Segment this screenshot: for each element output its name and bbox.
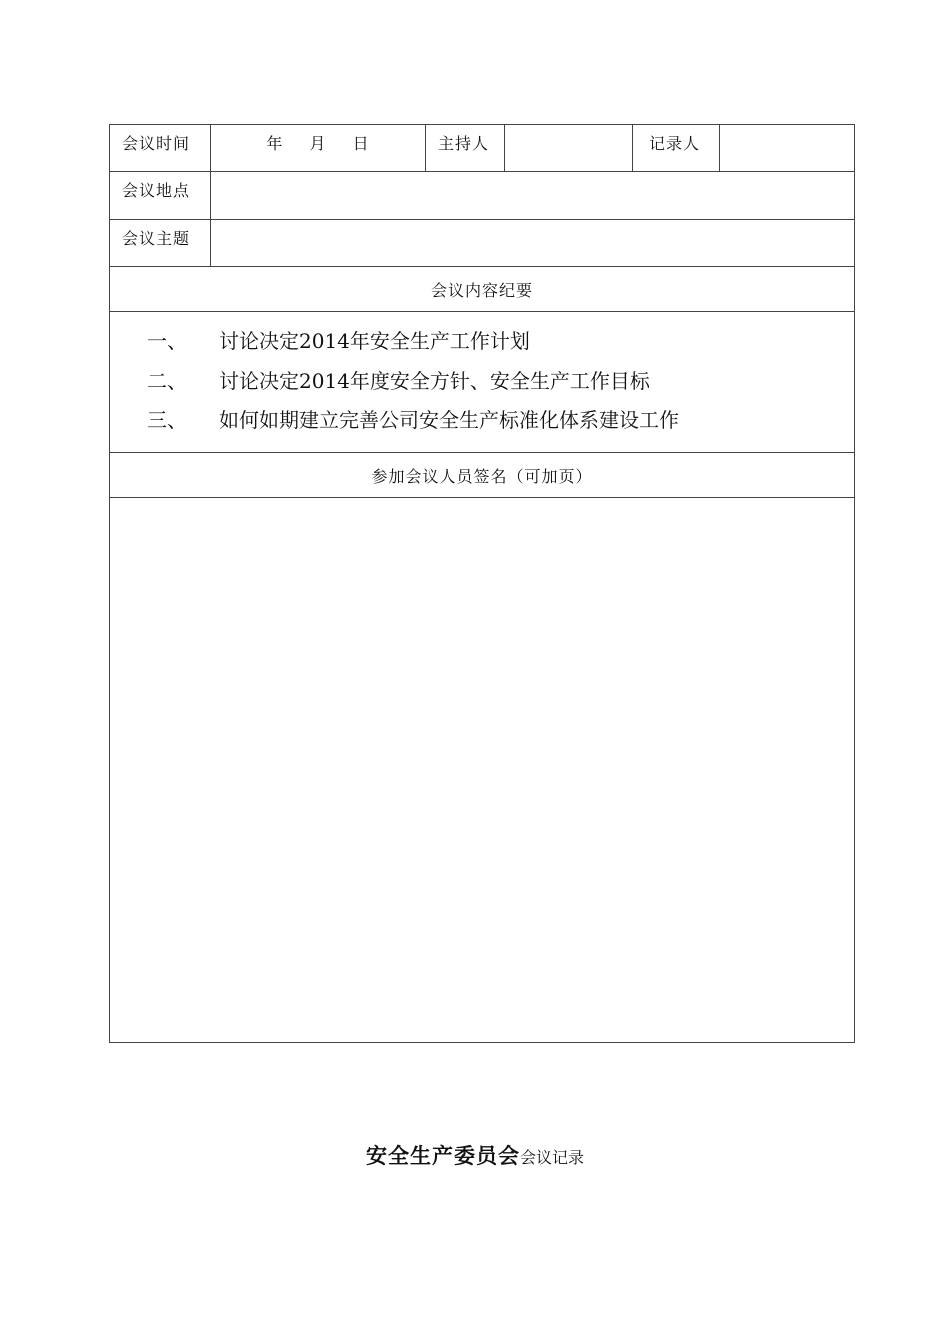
summary-item-1: [110, 320, 854, 360]
summary-content[interactable]: [110, 312, 855, 453]
meeting-topic-field[interactable]: [211, 220, 855, 267]
meeting-location-label: 会议地点: [110, 172, 211, 220]
row-signature-area: [110, 498, 855, 1043]
year-label: 年: [266, 134, 284, 153]
host-label: 主持人: [426, 125, 505, 172]
month-label: 月: [309, 134, 327, 153]
row-summary-content: [110, 312, 855, 453]
recorder-label: 记录人: [633, 125, 720, 172]
summary-item-number: 二、: [147, 368, 187, 393]
summary-item-number: 一、: [147, 329, 187, 354]
summary-item-3: [110, 399, 854, 439]
row-signature-header: [110, 453, 855, 498]
row-location: [110, 172, 855, 220]
meeting-topic-label: 会议主题: [110, 220, 211, 267]
recorder-field[interactable]: [720, 125, 855, 172]
host-field[interactable]: [505, 125, 633, 172]
summary-item-text: 讨论决定2014年安全生产工作计划: [219, 329, 530, 354]
meeting-time-label: 会议时间: [110, 125, 211, 172]
signature-area[interactable]: [110, 498, 855, 1043]
summary-item-text: 如何如期建立完善公司安全生产标准化体系建设工作: [219, 408, 679, 433]
summary-item-number: 三、: [147, 408, 187, 433]
row-topic: [110, 220, 855, 267]
signature-header: 参加会议人员签名（可加页）: [110, 453, 855, 498]
summary-item-2: [110, 360, 854, 400]
summary-header: 会议内容纪要: [110, 267, 855, 312]
document-title-main: 安全生产委员会: [365, 1143, 520, 1168]
summary-item-text: 讨论决定2014年度安全方针、安全生产工作目标: [219, 368, 650, 393]
meeting-location-field[interactable]: [211, 172, 855, 220]
meeting-date-field[interactable]: [211, 125, 426, 172]
row-summary-header: [110, 267, 855, 312]
document-title-sub: 会议记录: [519, 1148, 584, 1167]
day-label: 日: [352, 134, 370, 153]
meeting-minutes-table: [109, 124, 855, 1043]
row-time-host-recorder: [110, 125, 855, 172]
document-title: [0, 1140, 950, 1170]
